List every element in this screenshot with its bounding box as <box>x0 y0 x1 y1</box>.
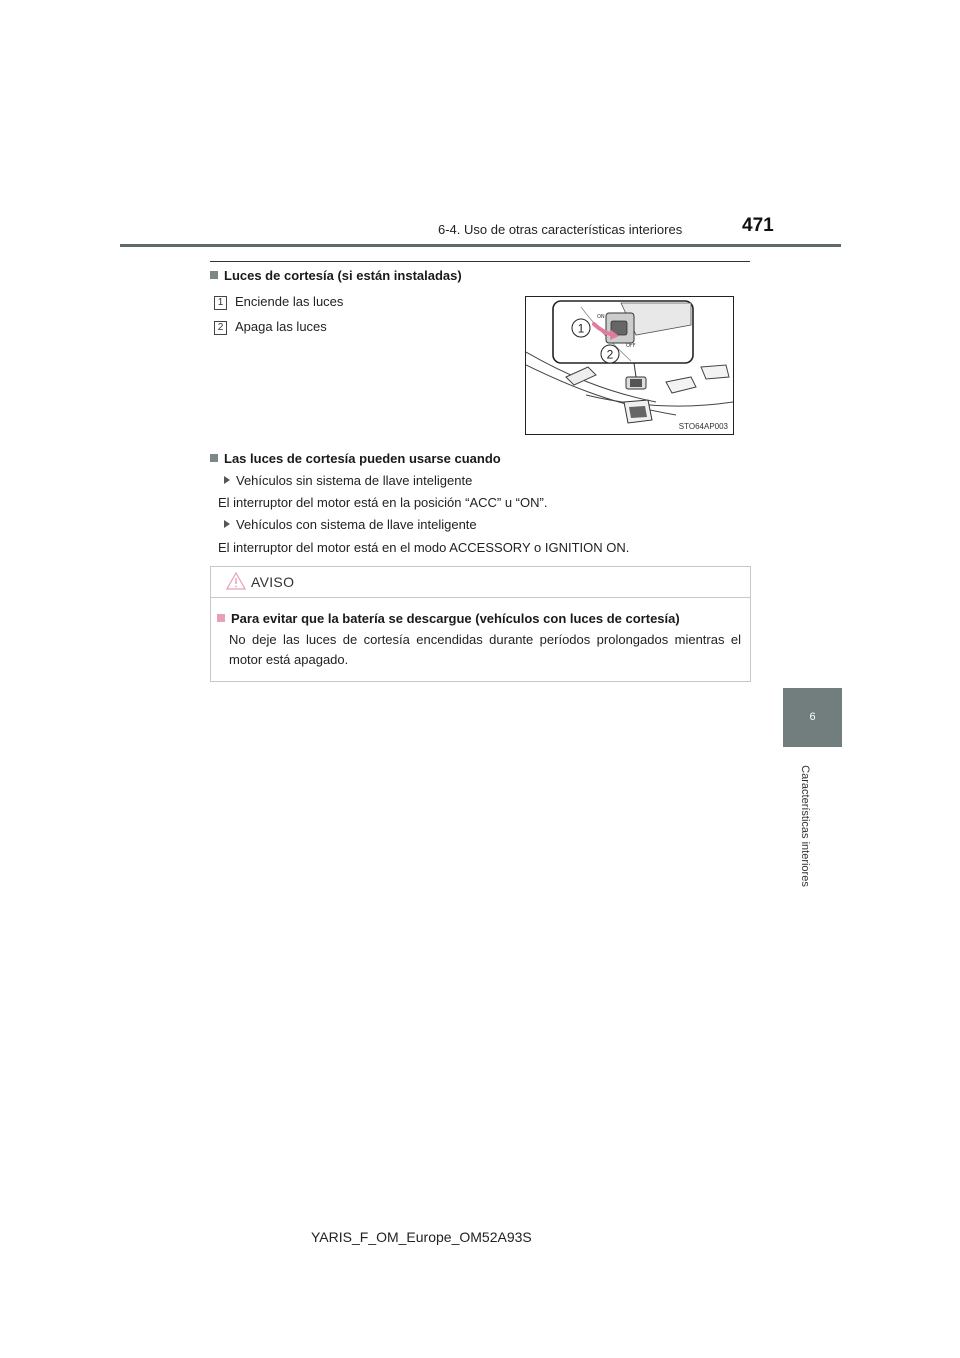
content-rule <box>210 261 750 262</box>
warning-title: AVISO <box>251 574 295 590</box>
triangle-bullet-icon <box>224 520 230 528</box>
usage-conditions-heading: Las luces de cortesía pueden usarse cuando <box>210 451 501 466</box>
warning-body: No deje las luces de cortesía encendidas durante períodos prolongados mientras el motor está apagado. <box>229 632 741 667</box>
warning-box <box>210 566 751 682</box>
list-item <box>214 294 343 310</box>
chapter-tab: 6 <box>783 688 842 747</box>
list-item: Vehículos sin sistema de llave inteligente <box>224 473 472 488</box>
item-text: Apaga las luces <box>235 319 327 334</box>
header-rule <box>120 244 841 247</box>
number-badge-2: 2 <box>214 321 227 335</box>
square-bullet-icon <box>210 454 218 462</box>
chapter-tab-label: Características interiores <box>799 765 811 887</box>
list-item: Vehículos con sistema de llave inteligente <box>224 517 477 532</box>
ceiling-console-drawing <box>526 297 733 434</box>
triangle-bullet-icon <box>224 476 230 484</box>
list-item <box>214 319 327 335</box>
courtesy-light-illustration <box>525 296 734 435</box>
callout-2: 2 <box>606 347 614 362</box>
switch-off-label: OFF <box>626 343 636 349</box>
section-title: 6-4. Uso de otras características interiores <box>438 222 683 237</box>
warning-triangle-icon <box>226 571 246 591</box>
figure-code: STO64AP003 <box>678 422 728 431</box>
square-bullet-icon <box>217 614 225 622</box>
courtesy-lights-heading: Luces de cortesía (si están instaladas) <box>210 268 462 283</box>
number-badge-1: 1 <box>214 296 227 310</box>
switch-on-label: ON <box>597 314 605 320</box>
item-text: Enciende las luces <box>235 294 344 309</box>
footer-doc-code: YARIS_F_OM_Europe_OM52A93S <box>311 1229 532 1245</box>
page-number: 471 <box>742 215 774 236</box>
warning-header <box>211 567 750 598</box>
condition-text: El interruptor del motor está en el modo ACCESSORY o IGNITION ON. <box>218 540 630 555</box>
callout-1: 1 <box>577 321 585 336</box>
square-bullet-icon <box>210 271 218 279</box>
warning-heading: Para evitar que la batería se descargue (vehículos con luces de cortesía) <box>217 611 680 626</box>
condition-text: El interruptor del motor está en la posición “ACC” u “ON”. <box>218 495 548 510</box>
